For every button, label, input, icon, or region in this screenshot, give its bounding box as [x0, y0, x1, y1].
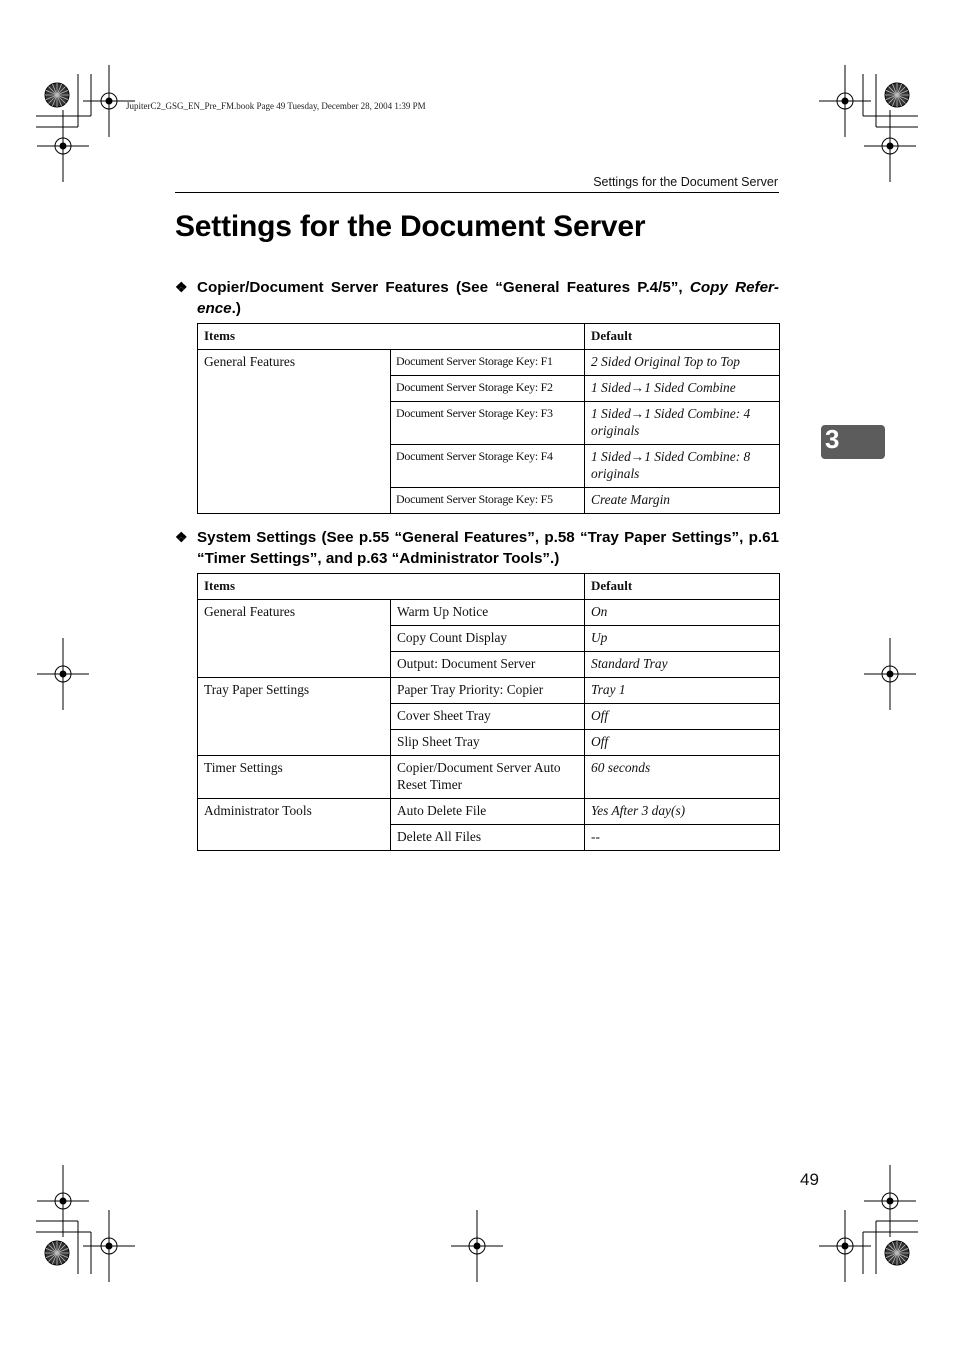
header-items: Items	[198, 324, 585, 350]
table-row	[198, 600, 780, 626]
header-default: Default	[585, 324, 780, 350]
default-cell: 60 seconds	[585, 756, 780, 799]
system-settings-table	[197, 573, 780, 851]
default-cell: 1 Sided→1 Sided Combine: 4 originals	[585, 402, 780, 445]
default-cell: Off	[585, 730, 780, 756]
default-cell: Create Margin	[585, 488, 780, 514]
diamond-bullet-icon: ❖	[175, 279, 188, 295]
header-default: Default	[585, 574, 780, 600]
item-cell: Warm Up Notice	[391, 600, 585, 626]
heading-text: Copier/Document Server Features (See “General Features P.4/5”,	[197, 279, 690, 296]
default-cell: Off	[585, 704, 780, 730]
section-copier-features	[175, 277, 779, 319]
group-cell: Timer Settings	[198, 756, 391, 799]
section-system-settings	[175, 527, 779, 569]
group-cell: Administrator Tools	[198, 799, 391, 851]
copier-features-table	[197, 323, 780, 514]
group-cell: General Features	[198, 350, 391, 514]
default-cell: Yes After 3 day(s)	[585, 799, 780, 825]
default-cell: 1 Sided→1 Sided Combine	[585, 376, 780, 402]
table-header-row	[198, 574, 780, 600]
heading-reference: Copy Refer-ence	[197, 279, 779, 317]
default-cell: 1 Sided→1 Sided Combine: 8 originals	[585, 445, 780, 488]
print-info: JupiterC2_GSG_EN_Pre_FM.book Page 49 Tuesday, December 28, 2004 1:39 PM	[126, 101, 426, 111]
chapter-number: 3	[825, 424, 840, 454]
header-items: Items	[198, 574, 585, 600]
section-heading: System Settings (See p.55 “General Features”, p.58 “Tray Paper Settings”, p.61 “Timer Settings”, and p.63 “Administrator Tools”.)	[197, 529, 779, 567]
item-cell: Auto Delete File	[391, 799, 585, 825]
table-header-row	[198, 324, 780, 350]
item-cell: Document Server Storage Key: F2	[391, 376, 585, 402]
item-cell: Document Server Storage Key: F3	[391, 402, 585, 445]
default-cell: Standard Tray	[585, 652, 780, 678]
default-cell: Up	[585, 626, 780, 652]
item-cell: Document Server Storage Key: F4	[391, 445, 585, 488]
section-heading	[197, 277, 779, 319]
heading-end: .)	[231, 300, 241, 317]
group-cell: General Features	[198, 600, 391, 678]
default-cell: Tray 1	[585, 678, 780, 704]
table-row	[198, 678, 780, 704]
running-head: Settings for the Document Server	[593, 175, 778, 189]
item-cell: Document Server Storage Key: F5	[391, 488, 585, 514]
item-cell: Cover Sheet Tray	[391, 704, 585, 730]
group-cell: Tray Paper Settings	[198, 678, 391, 756]
item-cell: Copy Count Display	[391, 626, 585, 652]
default-cell: --	[585, 825, 780, 851]
table-row	[198, 799, 780, 825]
item-cell: Copier/Document Server Auto Reset Timer	[391, 756, 585, 799]
table-row	[198, 350, 780, 376]
page-title: Settings for the Document Server	[175, 210, 646, 243]
diamond-bullet-icon: ❖	[175, 529, 188, 545]
header-rule	[175, 192, 779, 193]
page-number: 49	[800, 1170, 819, 1189]
item-cell: Slip Sheet Tray	[391, 730, 585, 756]
item-cell: Document Server Storage Key: F1	[391, 350, 585, 376]
item-cell: Paper Tray Priority: Copier	[391, 678, 585, 704]
item-cell: Delete All Files	[391, 825, 585, 851]
default-cell: On	[585, 600, 780, 626]
default-cell: 2 Sided Original Top to Top	[585, 350, 780, 376]
table-row	[198, 756, 780, 799]
item-cell: Output: Document Server	[391, 652, 585, 678]
